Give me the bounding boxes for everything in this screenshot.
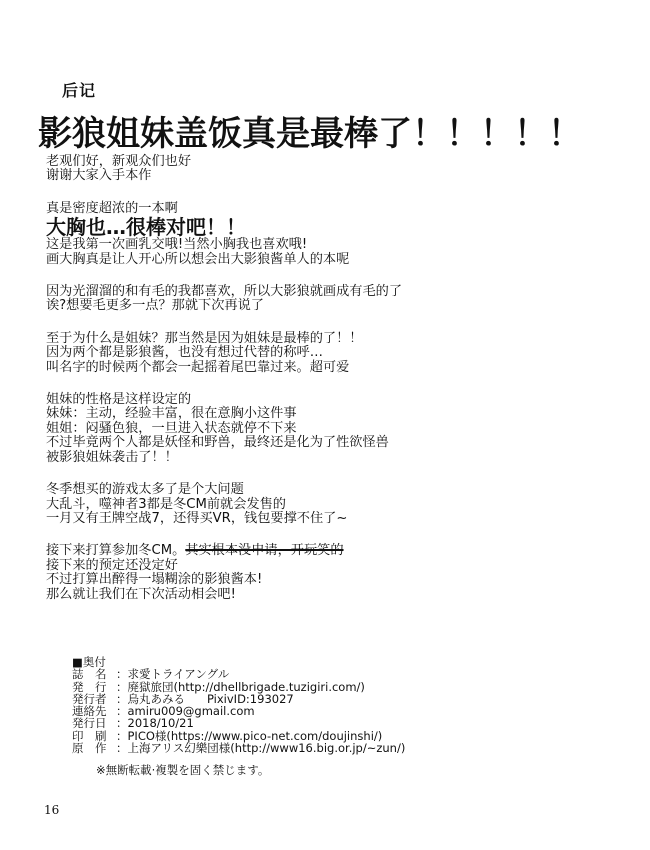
colophon-label: 発 行 — [72, 679, 107, 694]
line-text: 至于为什么是姐妹？那当然是因为姐妹是最棒的了！！ — [46, 330, 363, 346]
line-text: 老观们好，新观众们也好 — [46, 154, 192, 169]
colophon-value: ：amiru009@gmail.com — [116, 704, 255, 719]
text-line — [46, 451, 616, 465]
line-text: 不过毕竟两个人都是妖怪和野兽，最终还是化为了性欲怪兽 — [46, 435, 389, 451]
page-number: 16 — [44, 803, 60, 817]
line-text: 接下来的预定还没定好 — [46, 557, 178, 573]
paragraph — [46, 202, 616, 267]
line-text: 诶?想要毛更多一点？那就下次再说了 — [46, 298, 264, 314]
line-text: 冬季想买的游戏太多了是个大问题 — [46, 482, 244, 498]
colophon-value: ：烏丸あみる — [116, 691, 185, 706]
colophon-label: 発行者 — [72, 691, 107, 706]
paragraph — [46, 332, 616, 375]
colophon-value: ：PICO様(https://www.pico-net.com/doujinshi/) — [116, 728, 383, 743]
paragraph — [46, 544, 616, 602]
line-text: 叫名字的时候两个都会一起摇着尾巴靠过来。超可爱 — [46, 359, 350, 375]
line-text: 这是我第一次画乳交哦!当然小胸我也喜欢哦! — [46, 237, 308, 253]
text-line — [46, 588, 616, 602]
text-line — [46, 512, 616, 526]
copyright-notice: ※無断転載·複製を固く禁じます。 — [96, 763, 270, 777]
colophon-label: 発行日 — [72, 716, 107, 731]
text-line — [46, 436, 616, 450]
text-line — [46, 483, 616, 497]
colophon-value: ：上海アリス幻樂団様(http://www16.big.or.jp/~zun/) — [116, 741, 406, 756]
text-line — [46, 299, 616, 313]
line-text: 姐妹的性格是这样设定的 — [46, 392, 192, 408]
text-line — [46, 573, 616, 587]
text-line — [46, 202, 616, 216]
text-line — [46, 253, 616, 267]
line-text: 因为两个都是影狼酱，也没有想过代替的称呼… — [46, 345, 323, 361]
colophon-label: 連絡先 — [72, 704, 107, 719]
line-text: 姐姐：闷骚色狼，一旦进入状态就停不下来 — [46, 420, 297, 436]
colophon-label: 印 刷 — [72, 728, 107, 743]
colophon-label: 原 作 — [72, 741, 107, 756]
line-text: 不过打算出醉得一塌糊涂的影狼酱本! — [46, 572, 263, 588]
line-text: 接下来打算参加冬CM。 — [46, 543, 186, 559]
text-line — [46, 544, 616, 558]
colophon-header: ■奥付 — [72, 655, 106, 669]
page-title: 影狼姐妹盖饭真是最棒了！！！！！ — [38, 114, 582, 154]
text-line — [46, 559, 616, 573]
line-text: 谢谢大家入手本作 — [46, 168, 152, 184]
afterword-body — [46, 155, 616, 620]
line-text: 大胸也…很棒对吧！！ — [46, 215, 246, 240]
paragraph — [46, 285, 616, 314]
colophon — [72, 656, 512, 754]
line-text: 一月又有王牌空战7，还得买VR，钱包要撑不住了~ — [46, 510, 348, 526]
colophon-value: ：廃獄旅団(http://dhellbrigade.tuzigiri.com/) — [116, 679, 365, 694]
emphasis-line — [46, 216, 616, 238]
text-line — [46, 238, 616, 252]
colophon-value: ：求愛トライアングル — [116, 667, 230, 682]
text-line — [46, 407, 616, 421]
text-line — [46, 346, 616, 360]
colophon-label: 誌 名 — [72, 667, 107, 682]
colophon-extra: PixivID:193027 — [207, 691, 294, 706]
line-text: 大乱斗，噬神者3都是冬CM前就会发售的 — [46, 496, 286, 512]
text-line — [46, 498, 616, 512]
paragraph — [46, 393, 616, 465]
line-text: 妹妹：主动，经验丰富，很在意胸小这件事 — [46, 406, 297, 422]
paragraph — [46, 155, 616, 184]
line-text: 被影狼姐妹袭击了！！ — [46, 449, 178, 465]
text-line — [46, 169, 616, 183]
line-text: 因为光溜溜的和有毛的我都喜欢，所以大影狼就画成有毛的了 — [46, 284, 403, 300]
colophon-value: ：2018/10/21 — [116, 716, 194, 731]
struck-text: 其实根本没申请，开玩笑的 — [185, 543, 344, 559]
section-heading: 后记 — [62, 81, 97, 100]
paragraph — [46, 483, 616, 526]
colophon-row — [72, 742, 512, 754]
text-line — [46, 361, 616, 375]
line-text: 画大胸真是让人开心所以想会出大影狼酱单人的本呢 — [46, 251, 350, 267]
line-text: 那么就让我们在下次活动相会吧! — [46, 586, 236, 602]
line-text: 真是密度超浓的一本啊 — [46, 200, 178, 216]
